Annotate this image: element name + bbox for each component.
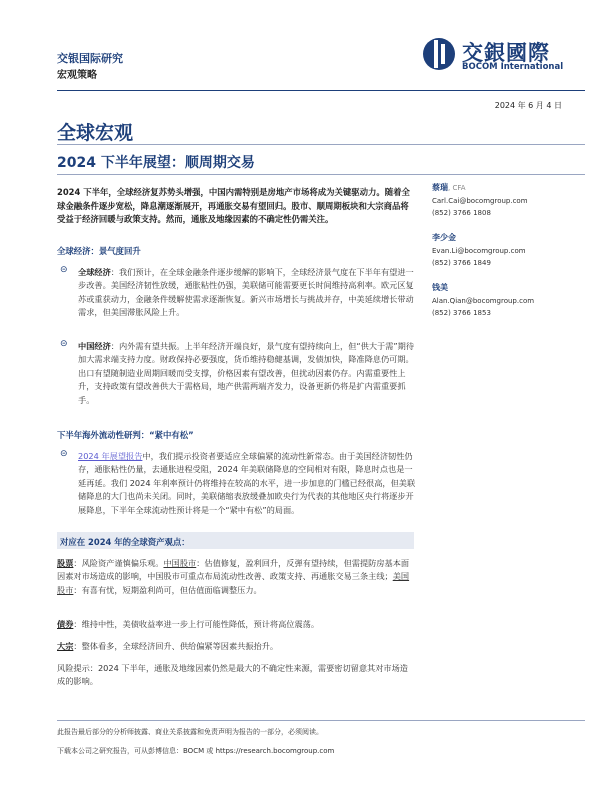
analyst-cfa: , CFA <box>448 184 466 192</box>
analyst-name: 李少金 <box>432 233 456 242</box>
analyst-card <box>432 282 582 320</box>
commodities-text: ：整体看多，全球经济回升、供给偏紧等因素共振抬升。 <box>73 641 279 651</box>
stocks-paragraph <box>57 557 414 597</box>
org-name: 交银国际研究 <box>57 52 123 65</box>
bullet-text: ：内外需有望共振。上半年经济开端良好，景气度有望持续向上，但“供大于需”期待加大需求端支持力度。财政保持必要强度，货币维持稳健基调，发债加快，降准降息仍可期。出口有望随制造业周期回暖而受支撑，价格因素有望改善，但扰动因素仍存。内需重要性上升，支持政策有望改善供大于需格局，地产供需两端齐发力，设备更新仍将是扩内需重要抓手。 <box>78 341 415 405</box>
bullet-icon: ⊝ <box>60 339 68 349</box>
us-stocks-label: 美国股市 <box>57 571 410 595</box>
bullet-text: ：我们预计，在全球金融条件逐步缓解的影响下，全球经济景气度在下半年有望进一步改善。美国经济韧性放缓，通胀粘性仍强，美联储可能需要更长时间维持高利率。欧元区复苏或重获动力，金融条件缓解使需求逐渐恢复。新兴市场增长与挑战并存，中美延续增长带动需求，但美国滞胀风险上升。 <box>78 267 414 318</box>
commodities-label: 大宗 <box>57 641 74 651</box>
outlook-report-link[interactable]: 2024 年展望报告 <box>78 451 143 461</box>
report-date: 2024 年 6 月 4 日 <box>494 101 562 110</box>
subhead-global-economy: 全球经济：景气度回升 <box>57 246 141 256</box>
bullet-icon: ⊝ <box>60 449 68 459</box>
global-economy-paragraph <box>78 266 416 320</box>
analyst-email[interactable]: Carl.Cai@bocomgroup.com <box>432 196 528 205</box>
bonds-text: ：维持中性，美债收益率进一步上行可能性降低，预计将高位震荡。 <box>73 619 320 629</box>
bullet-text: 中，我们提示投资者要适应全球偏紧的流动性新常态。由于美国经济韧性仍存，通胀粘性仍量，去通胀进程受阻，2024 年美联储降息的空间相对有限，降息时点也是一延再延。我们 2024 年利率预计仍将维持在较高的水平，进一步加息的门槛已经很高，但美联储降息的大门也尚未关闭。同时，美联储缩表放缓叠加欧央行为代表的其他地区央行将逐步开展降息，下半年全球流动性预计将是一个“紧中有松”的局面。 <box>78 451 416 515</box>
stocks-text-3: ：有喜有忧，短期盈利尚可，但估值面临调整压力。 <box>73 584 262 595</box>
section-rule <box>57 144 585 145</box>
china-economy-paragraph <box>78 340 416 407</box>
logo-text-cn: 交銀國際 <box>462 41 550 65</box>
stocks-text-2: ：估值修复，盈利回升，反弹有望持续，但需提防房基本面因素对市场造成的影响，中国股市可重点布局流动性改善、政策支持、再通胀交易三条主线； <box>57 558 410 582</box>
summary: 2024 下半年，全球经济复苏势头增强，中国内需特别是房地产市场将成为关键驱动力。随着全球金融条件逐步宽松，降息潮逐渐展开，再通胀交易有望回归。股市、顺周期板块和大宗商品将受益于经济回暖与政策支持。然而，通胀及地缘因素的不确定性仍需关注。 <box>57 187 410 225</box>
bullet-label: 中国经济 <box>78 341 111 351</box>
analyst-card <box>432 182 582 220</box>
analyst-name: 钱美 <box>432 283 448 292</box>
dept-name: 宏观策略 <box>57 70 97 81</box>
commodities-paragraph <box>57 640 414 653</box>
stocks-label: 股票 <box>57 558 74 568</box>
footer-rule <box>57 720 585 721</box>
bocom-logo-icon <box>420 36 458 72</box>
analyst-phone: (852) 3766 1849 <box>432 259 491 267</box>
footer-download: 下载本公司之研究报告，可从彭博信息：BOCM 或 https://research.bocomgroup.com <box>57 747 335 755</box>
analyst-name: 蔡瑞 <box>432 183 448 192</box>
subhead-liquidity: 下半年海外流动性研判：“紧中有松” <box>57 430 194 440</box>
bonds-paragraph <box>57 618 414 631</box>
liquidity-paragraph <box>78 450 416 517</box>
bullet-label: 全球经济 <box>78 267 111 277</box>
section-title: 全球宏观 <box>57 122 134 144</box>
analyst-phone: (852) 3766 1853 <box>432 309 491 317</box>
bullet-icon: ⊝ <box>60 265 68 275</box>
header-rule <box>57 90 585 91</box>
asset-views-title: 对应在 2024 年的全球资产观点： <box>60 537 190 547</box>
analyst-phone: (852) 3766 1808 <box>432 209 491 217</box>
analyst-email[interactable]: Alan.Qian@bocomgroup.com <box>432 296 535 305</box>
report-title: 2024 下半年展望：顺周期交易 <box>57 155 255 171</box>
logo-text-en: BOCOM International <box>462 62 564 72</box>
stocks-text-1: ：风险资产谨慎偏乐观。 <box>73 558 164 568</box>
china-stocks-label: 中国股市 <box>163 558 197 568</box>
title-rule <box>57 174 585 175</box>
footer-disclaimer: 此报告最后部分的分析师披露、商业关系披露和免责声明为报告的一部分，必须阅读。 <box>57 728 323 736</box>
analyst-card <box>432 232 582 270</box>
analyst-email[interactable]: Evan.Li@bocomgroup.com <box>432 246 526 255</box>
risk-paragraph: 风险提示：2024 下半年，通胀及地缘因素仍然是最大的不确定性来源，需要密切留意其对市场造成的影响。 <box>57 663 408 687</box>
bonds-label: 债券 <box>57 619 74 629</box>
